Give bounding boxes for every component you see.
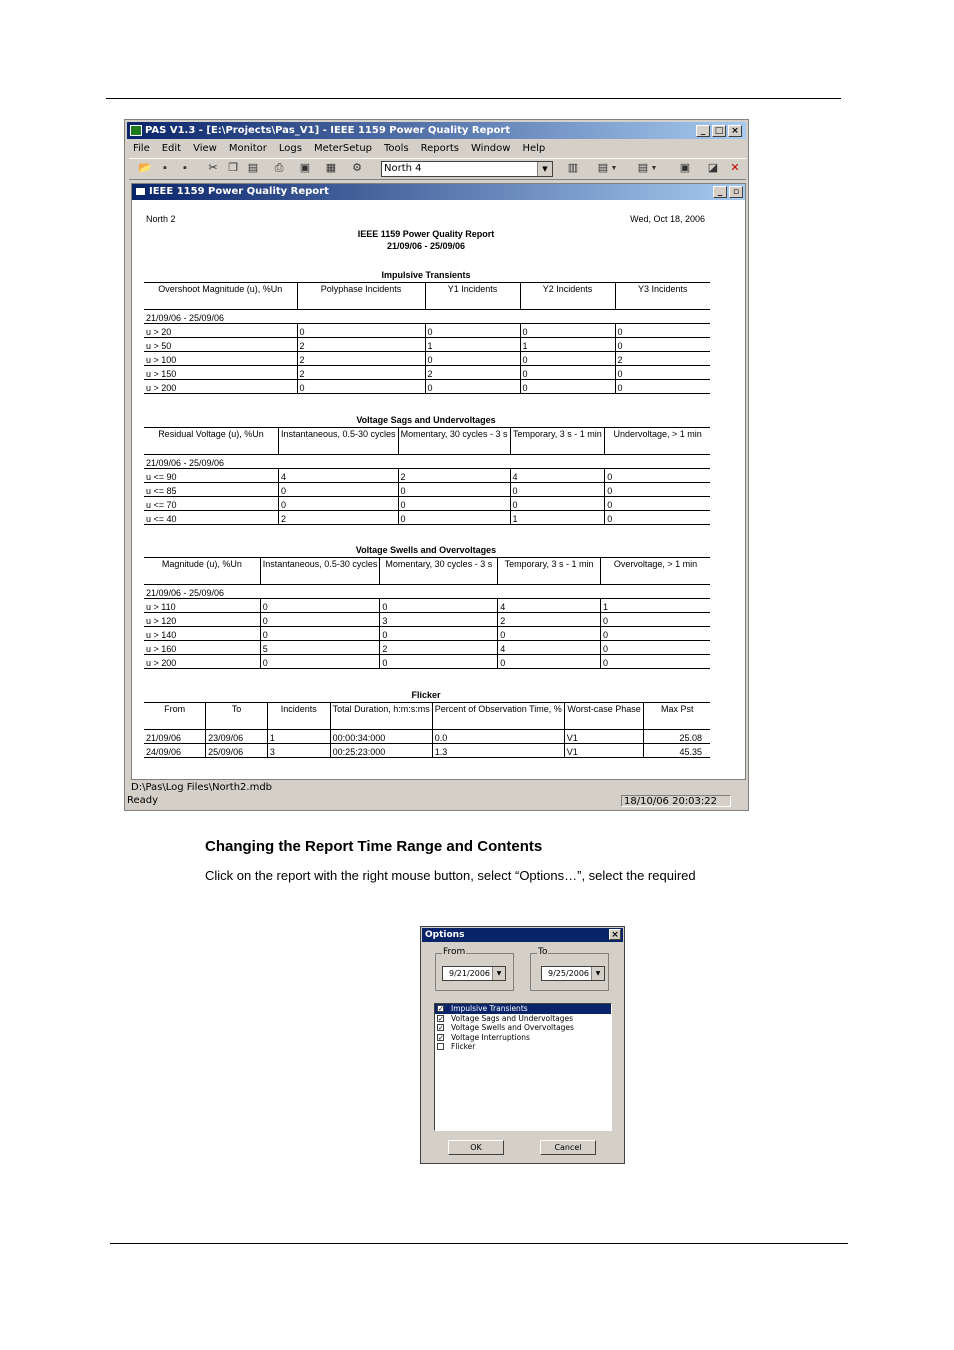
cell: 0: [520, 352, 615, 366]
report-date: Wed, Oct 18, 2006: [630, 214, 705, 224]
pas-app-window: [124, 119, 749, 811]
save-all-icon[interactable]: ▪: [183, 162, 187, 174]
table-row: [144, 641, 710, 655]
cell: 4: [498, 599, 601, 613]
row-label: u > 20: [144, 324, 297, 338]
cell: 3: [380, 613, 498, 627]
dialog-title: Options: [425, 930, 465, 940]
cell: 0: [615, 380, 710, 394]
cell: 23/09/06: [206, 730, 268, 744]
table-row: [144, 338, 710, 352]
list-item[interactable]: [435, 1033, 611, 1043]
setup-icon[interactable]: ▦: [325, 162, 337, 174]
from-date-value: 9/21/2006: [449, 969, 491, 978]
th-temporary: Temporary, 3 s - 1 min: [498, 558, 601, 585]
save-icon[interactable]: ▪: [163, 162, 167, 174]
checkbox-unchecked-icon[interactable]: [437, 1043, 444, 1050]
table-row: [144, 655, 710, 669]
cell: 0: [380, 599, 498, 613]
cell: 0: [260, 613, 380, 627]
table-row: [144, 366, 710, 380]
list-item[interactable]: [435, 1004, 611, 1014]
dialog-title-bar[interactable]: [422, 928, 623, 942]
checkbox-checked-icon[interactable]: ✓: [438, 1024, 444, 1033]
cell: 00:00:34:000: [330, 730, 432, 744]
cell: 00:25:23:000: [330, 744, 432, 758]
cell: 0: [520, 324, 615, 338]
row-label: u > 120: [144, 613, 260, 627]
from-group: [435, 947, 514, 991]
cell: 2: [498, 613, 601, 627]
menu-window[interactable]: Window: [471, 143, 511, 154]
cell: 0: [600, 627, 710, 641]
cut-icon[interactable]: ✂: [208, 162, 218, 174]
cell: 1: [510, 511, 605, 525]
table-range: 21/09/06 - 25/09/06: [144, 310, 710, 324]
swells-table: [144, 557, 710, 669]
checkbox-checked-icon[interactable]: ✓: [438, 1005, 444, 1013]
cell: 0: [605, 497, 710, 511]
data-log-dropdown-icon[interactable]: ▼: [610, 165, 618, 172]
cell: 2: [278, 511, 398, 525]
cell: 0: [278, 497, 398, 511]
list-item-label: Impulsive Transients: [451, 1004, 528, 1013]
cell: 5: [260, 641, 380, 655]
table-row: [144, 469, 710, 483]
cell: 0: [498, 655, 601, 669]
cell: 0.0: [432, 730, 564, 744]
report-site: North 2: [146, 214, 176, 224]
cell: 2: [398, 469, 510, 483]
cell: V1: [564, 730, 644, 744]
report-window-icon: [135, 187, 146, 196]
cell: 0: [425, 380, 520, 394]
th-instantaneous: Instantaneous, 0.5-30 cycles: [260, 558, 380, 585]
th-maxpst: Max Pst: [644, 703, 710, 730]
status-path: D:\Pas\Log Files\North2.mdb: [131, 782, 273, 793]
cell: 25/09/06: [206, 744, 268, 758]
th-phase: Worst-case Phase: [564, 703, 644, 730]
cell: 1: [600, 599, 710, 613]
from-label: From: [443, 947, 466, 957]
cell: 0: [520, 380, 615, 394]
minimize-button[interactable]: _: [696, 125, 710, 137]
cell: V1: [564, 744, 644, 758]
cell: 0: [380, 627, 498, 641]
chevron-down-icon[interactable]: ▼: [591, 967, 604, 980]
th-y3: Y3 Incidents: [615, 283, 710, 310]
dialog-close-icon[interactable]: ×: [609, 929, 621, 940]
cell: 1: [425, 338, 520, 352]
status-time: 18/10/06 20:03:22: [621, 795, 731, 807]
report-range: 21/09/06 - 25/09/06: [386, 241, 466, 251]
app-title-bar[interactable]: [127, 122, 746, 139]
cell: 0: [260, 655, 380, 669]
child-minimize-button[interactable]: _: [713, 186, 727, 198]
cell: 2: [615, 352, 710, 366]
status-ready: Ready: [127, 795, 159, 806]
child-title-bar[interactable]: [132, 184, 745, 200]
swells-title: Voltage Swells and Overvoltages: [355, 545, 497, 555]
cell: 2: [297, 352, 425, 366]
cell: 2: [425, 366, 520, 380]
cell: 0: [600, 655, 710, 669]
menu-metersetup[interactable]: MeterSetup: [313, 143, 373, 154]
th-incidents: Incidents: [267, 703, 330, 730]
th-duration: Total Duration, h:m:s:ms: [330, 703, 432, 730]
th-overvoltage: Overvoltage, > 1 min: [600, 558, 710, 585]
to-date-value: 9/25/2006: [548, 969, 590, 978]
cell: 0: [520, 366, 615, 380]
table-row: [144, 352, 710, 366]
cell: 1: [267, 730, 330, 744]
cell: 0: [260, 627, 380, 641]
list-item[interactable]: [435, 1042, 611, 1052]
report-title: IEEE 1159 Power Quality Report: [357, 229, 495, 239]
table-row: [144, 511, 710, 525]
options-dialog: [420, 926, 625, 1164]
cell: 0: [498, 627, 601, 641]
cell: 45.35: [644, 744, 710, 758]
th-undervoltage: Undervoltage, > 1 min: [605, 428, 710, 455]
transients-title: Impulsive Transients: [381, 270, 471, 280]
cell: 0: [260, 599, 380, 613]
event-log-icon[interactable]: ▤: [637, 162, 649, 174]
cell: 0: [398, 511, 510, 525]
menu-edit[interactable]: Edit: [161, 143, 182, 154]
cell: 0: [615, 324, 710, 338]
cell: 0: [425, 352, 520, 366]
contents-checklist: [434, 1003, 612, 1131]
th-momentary: Momentary, 30 cycles - 3 s: [380, 558, 498, 585]
row-label: u <= 85: [144, 483, 278, 497]
page-top-rule: [106, 98, 841, 99]
paste-icon[interactable]: ▤: [247, 162, 259, 174]
cell: 4: [278, 469, 398, 483]
cell: 0: [398, 497, 510, 511]
th-instantaneous: Instantaneous, 0.5-30 cycles: [278, 428, 398, 455]
status-bar: [127, 782, 746, 808]
menu-file[interactable]: File: [133, 143, 150, 154]
th-magnitude: Magnitude (u), %Un: [144, 558, 260, 585]
list-item[interactable]: [435, 1014, 611, 1024]
maximize-button[interactable]: □: [712, 125, 726, 137]
monitor-icon[interactable]: ▥: [567, 162, 579, 174]
cell: 4: [510, 469, 605, 483]
th-y2: Y2 Incidents: [520, 283, 615, 310]
list-item-label: Voltage Interruptions: [451, 1032, 530, 1042]
to-group: [530, 947, 609, 991]
waveform-icon[interactable]: ▣: [679, 162, 691, 174]
cell: 0: [605, 469, 710, 483]
cancel-button[interactable]: Cancel: [540, 1140, 596, 1155]
list-item-label: Flicker: [451, 1042, 476, 1052]
copy-icon[interactable]: ❐: [228, 162, 238, 174]
menu-bar: [129, 140, 545, 157]
cell: 0: [297, 324, 425, 338]
cell: 0: [380, 655, 498, 669]
sags-title: Voltage Sags and Undervoltages: [356, 415, 496, 425]
row-label: u <= 40: [144, 511, 278, 525]
th-magnitude: Overshoot Magnitude (u), %Un: [144, 283, 297, 310]
cell: 0: [600, 641, 710, 655]
toolbar: [129, 158, 746, 180]
cell: 0: [605, 483, 710, 497]
menu-tools[interactable]: Tools: [384, 143, 409, 154]
report-body[interactable]: [132, 200, 745, 779]
instruction-text: Click on the report with the right mouse button, select “Options…”, select the required: [205, 868, 696, 883]
table-row: [144, 324, 710, 338]
data-log-icon[interactable]: ▤: [597, 162, 609, 174]
row-label: u > 50: [144, 338, 297, 352]
cell: 4: [498, 641, 601, 655]
list-item[interactable]: [435, 1023, 611, 1033]
cell: 0: [297, 380, 425, 394]
row-label: u <= 70: [144, 497, 278, 511]
site-select[interactable]: [381, 161, 553, 177]
menu-view[interactable]: View: [193, 143, 217, 154]
table-row: [144, 483, 710, 497]
open-icon[interactable]: 📂: [138, 162, 152, 174]
th-from: From: [144, 703, 206, 730]
close-button[interactable]: ×: [728, 125, 742, 137]
list-item-label: Voltage Sags and Undervoltages: [451, 1013, 574, 1023]
th-momentary: Momentary, 30 cycles - 3 s: [398, 428, 510, 455]
th-y1: Y1 Incidents: [425, 283, 520, 310]
to-label: To: [538, 947, 548, 957]
cell: 2: [297, 366, 425, 380]
row-label: u > 110: [144, 599, 260, 613]
chevron-down-icon[interactable]: ▼: [537, 162, 552, 176]
cell: 2: [297, 338, 425, 352]
th-to: To: [206, 703, 268, 730]
sags-table: [144, 427, 710, 525]
cell: 3: [267, 744, 330, 758]
online-icon[interactable]: ⚙: [352, 162, 362, 174]
cell: 24/09/06: [144, 744, 206, 758]
cell: 0: [605, 511, 710, 525]
to-date-picker[interactable]: [541, 966, 605, 981]
pas-app-icon: [130, 125, 142, 136]
section-heading: Changing the Report Time Range and Contents: [205, 838, 543, 855]
cell: 0: [615, 366, 710, 380]
cell: 21/09/06: [144, 730, 206, 744]
transients-table: [144, 282, 710, 394]
child-title: IEEE 1159 Power Quality Report: [149, 186, 329, 197]
th-temporary: Temporary, 3 s - 1 min: [510, 428, 605, 455]
menu-help[interactable]: Help: [522, 143, 546, 154]
table-row: [144, 599, 710, 613]
cell: 1: [520, 338, 615, 352]
table-row: [144, 497, 710, 511]
list-item-label: Voltage Swells and Overvoltages: [451, 1023, 574, 1033]
cell: 0: [615, 338, 710, 352]
cell: 0: [278, 483, 398, 497]
event-log-dropdown-icon[interactable]: ▼: [650, 165, 658, 172]
cell: 0: [600, 613, 710, 627]
table-row: [144, 744, 710, 758]
flicker-title: Flicker: [411, 690, 441, 700]
th-residual: Residual Voltage (u), %Un: [144, 428, 278, 455]
row-label: u > 200: [144, 380, 297, 394]
cell: 25.08: [644, 730, 710, 744]
table-range: 21/09/06 - 25/09/06: [144, 585, 710, 599]
row-label: u > 200: [144, 655, 260, 669]
row-label: u > 140: [144, 627, 260, 641]
trend-icon[interactable]: ◪: [707, 162, 719, 174]
report-child-window: [131, 183, 746, 780]
site-select-value: North 4: [384, 163, 422, 174]
row-label: u > 150: [144, 366, 297, 380]
ok-button[interactable]: OK: [448, 1140, 504, 1155]
menu-logs[interactable]: Logs: [278, 143, 302, 154]
site-properties-icon[interactable]: ▣: [299, 162, 311, 174]
menu-monitor[interactable]: Monitor: [228, 143, 267, 154]
row-label: u <= 90: [144, 469, 278, 483]
checkbox-checked-icon[interactable]: ✓: [438, 1014, 444, 1023]
table-range: 21/09/06 - 25/09/06: [144, 455, 710, 469]
flicker-table: [144, 702, 710, 758]
cell: 0: [510, 497, 605, 511]
chevron-down-icon[interactable]: ▼: [492, 967, 505, 980]
page-bottom-rule: [110, 1243, 848, 1244]
cell: 0: [425, 324, 520, 338]
row-label: u > 100: [144, 352, 297, 366]
cell: 0: [510, 483, 605, 497]
row-label: u > 160: [144, 641, 260, 655]
from-date-picker[interactable]: [442, 966, 506, 981]
cell: 0: [398, 483, 510, 497]
print-icon[interactable]: ⎙: [274, 162, 284, 174]
table-row: [144, 380, 710, 394]
cell: 1.3: [432, 744, 564, 758]
table-row: [144, 627, 710, 641]
stop-icon[interactable]: ✕: [730, 162, 740, 174]
menu-reports[interactable]: Reports: [420, 143, 460, 154]
table-row: [144, 613, 710, 627]
table-row: [144, 730, 710, 744]
cell: 2: [380, 641, 498, 655]
checkbox-checked-icon[interactable]: ✓: [438, 1033, 444, 1042]
th-percent: Percent of Observation Time, %: [432, 703, 564, 730]
app-title: PAS V1.3 - [E:\Projects\Pas_V1] - IEEE 1159 Power Quality Report: [145, 125, 511, 136]
child-restore-button[interactable]: ▫: [729, 186, 743, 198]
th-polyphase: Polyphase Incidents: [297, 283, 425, 310]
